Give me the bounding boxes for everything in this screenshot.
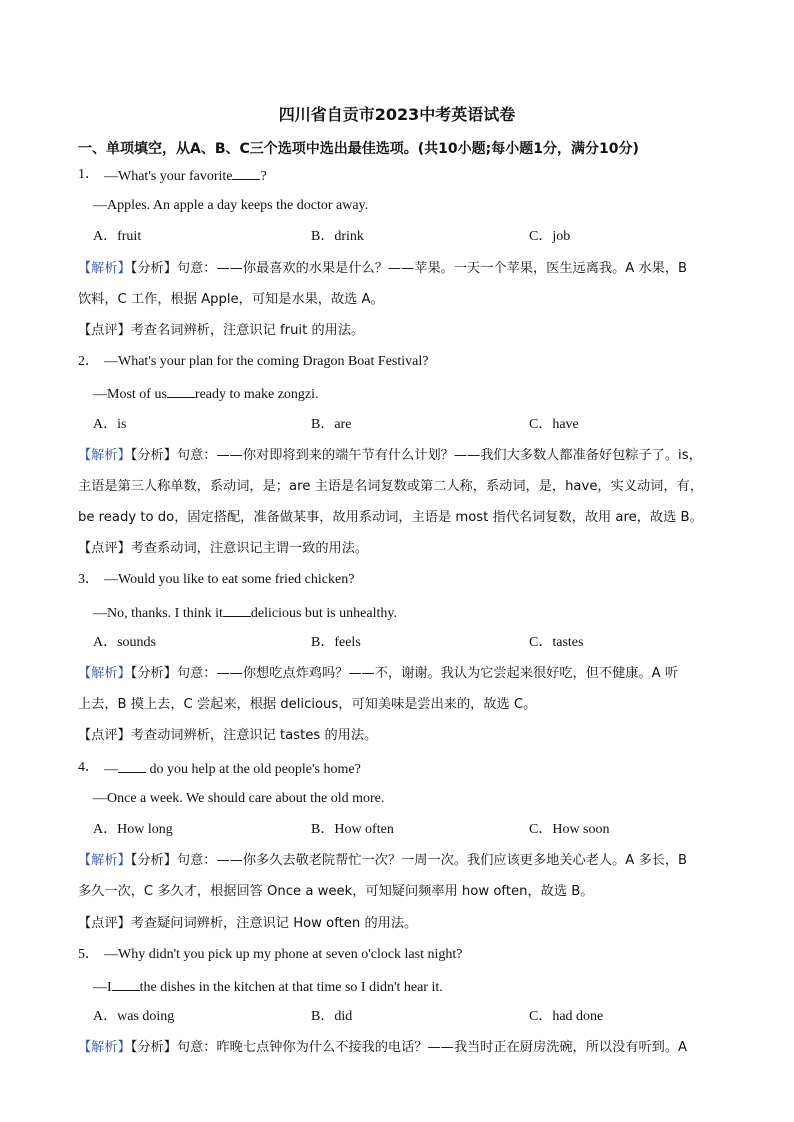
dianping-tag: 【点评】 [78,728,131,744]
question-number: 3． [78,572,99,588]
option-b: B．are [311,416,352,432]
question-4-options [78,819,750,850]
question-1-analysis-line-2: 饮料，C 工作，根据 Apple，可知是水果，故选 A。 [78,291,384,307]
question-number: 4． [78,759,99,775]
option-a: A．sounds [93,634,157,650]
option-c: C．job [529,229,571,245]
answer-blank [232,164,260,180]
question-4-analysis-line-2: 多久一次，C 多久才，根据回答 Once a week，可知疑问频率用 how often，故选 B。 [78,884,594,900]
question-4-comment: 【点评】考查疑问词辨析，注意识记 How often 的用法。 [78,915,418,931]
question-3-analysis-line-2: 上去，B 摸上去，C 尝起来，根据 delicious，可知美味是尝出来的，故选 C。 [78,697,537,713]
question-3-analysis-line-1: 【解析】【分析】句意：——你想吃点炸鸡吗？——不，谢谢。我认为它尝起来很好吃，但不健康。A 听 [78,666,679,681]
question-3-comment: 【点评】考查动词辨析，注意识记 tastes 的用法。 [78,728,378,744]
page-title: 四川省自贡市2023中考英语试卷 [278,105,516,124]
option-b: B．drink [311,229,364,245]
question-5-answer: —I the dishes in the kitchen at that time so I didn't hear it. [78,975,750,1006]
question-list [78,164,750,1068]
question-5-options [78,1006,750,1037]
jiexi-tag: 【解析】 [78,1040,131,1056]
dianping-tag: 【点评】 [78,541,131,557]
question-4-analysis-line-1: 【解析】【分析】句意：——你多久去敬老院帮忙一次？一周一次。我们应该更多地关心老人。A 多长，B [78,853,688,869]
question-2-analysis-line-3: be ready to do，固定搭配，准备做某事，故用系动词，主语是 most 指代名词复数，故用 are，故选 B。 [78,510,703,526]
answer-blank [167,382,195,398]
jiexi-tag: 【解析】 [78,447,131,463]
fenxi-tag: 【分析】 [130,447,177,463]
question-2-stem: 2． —What's your plan for the coming Dragon Boat Festival? [78,351,750,382]
section-heading: 一、单项填空，从A、B、C三个选项中选出最佳选项。(共10小题;每小题1分，满分10分) [78,141,639,157]
dianping-tag: 【点评】 [78,322,131,338]
option-c: C．tastes [529,634,584,650]
answer-blank [118,757,146,773]
question-1-answer: —Apples. An apple a day keeps the doctor away. [93,198,369,214]
option-c: C．had done [529,1009,604,1025]
option-b: B．How often [311,821,394,837]
question-4-answer: —Once a week. We should care about the old more. [93,790,385,806]
question-4-stem: 4． — do you help at the old people's home? [78,757,750,788]
dianping-tag: 【点评】 [78,915,131,931]
answer-blank [223,601,251,617]
fenxi-tag: 【分析】 [130,1040,177,1056]
question-1-options [78,226,750,257]
question-2-answer: —Most of us ready to make zongzi. [78,382,750,413]
option-a: A．is [93,416,127,432]
option-b: B．did [311,1009,353,1025]
question-number: 5． [78,946,99,962]
question-3-options [78,632,750,663]
question-number: 1． [78,167,99,182]
answer-blank [112,975,140,991]
question-number: 2． [78,354,99,370]
question-2-analysis-line-2: 主语是第三人称单数，系动词，是；are 主语是名词复数或第二人称，系动词，是，have，实义动词，有， [78,478,703,494]
question-5-analysis-line-1: 【解析】【分析】句意：昨晚七点钟你为什么不接我的电话？——我当时正在厨房洗碗，所以没有听到。A [78,1040,688,1056]
option-c: C．How soon [529,821,610,837]
question-2-analysis-line-1: 【解析】【分析】句意：——你对即将到来的端午节有什么计划？——我们大多数人都准备好包粽子了。is， [78,447,702,463]
question-2-comment: 【点评】考查系动词，注意识记主谓一致的用法。 [78,541,369,557]
fenxi-tag: 【分析】 [130,853,177,869]
fenxi-tag: 【分析】 [130,260,177,276]
question-1-stem: 1． —What's your favorite ? [78,164,750,195]
fenxi-tag: 【分析】 [130,666,177,681]
option-b: B．feels [311,634,361,650]
question-3-answer: —No, thanks. I think it delicious but is unhealthy. [78,601,750,632]
option-c: C．have [529,416,579,432]
question-1-comment: 【点评】考查名词辨析，注意识记 fruit 的用法。 [78,322,365,338]
option-a: A．How long [93,821,173,837]
question-5-stem: 5． —Why didn't you pick up my phone at seven o'clock last night? [78,944,750,975]
question-2-options [78,414,750,445]
jiexi-tag: 【解析】 [78,260,131,276]
question-3-stem: 3． —Would you like to eat some fried chicken? [78,569,750,600]
option-a: A．fruit [93,229,142,245]
jiexi-tag: 【解析】 [78,666,131,681]
question-1-analysis-line-1: 【解析】【分析】句意：——你最喜欢的水果是什么？——苹果。一天一个苹果，医生远离我。A 水果，B [78,260,688,276]
option-a: A．was doing [93,1009,175,1025]
jiexi-tag: 【解析】 [78,853,131,869]
